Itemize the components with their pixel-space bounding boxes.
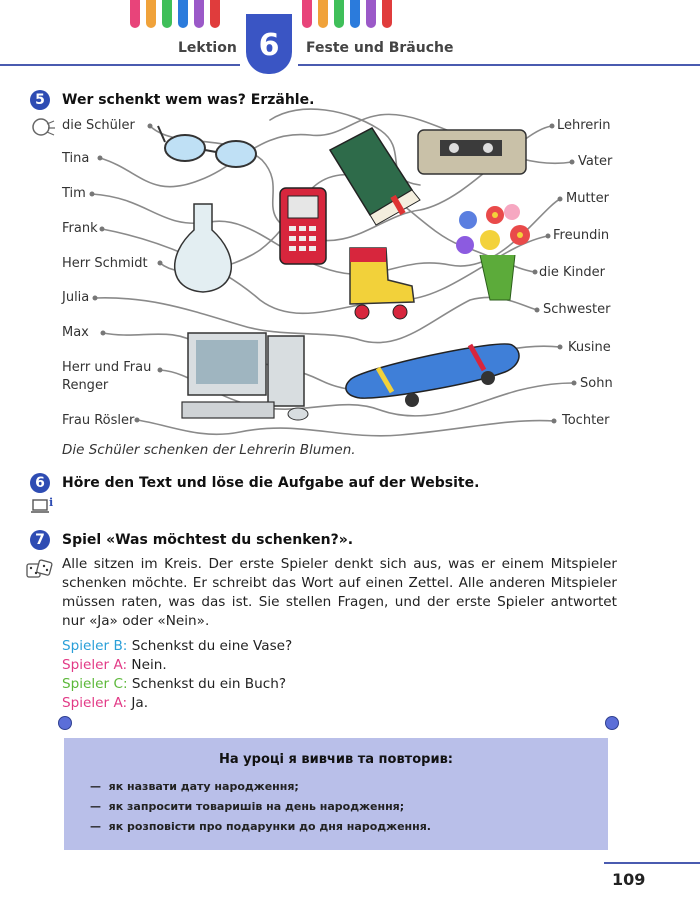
speaker: Spieler B: <box>62 638 128 654</box>
footer-line <box>604 862 700 864</box>
receiver-kusine: Kusine <box>568 340 611 355</box>
summary-item <box>90 820 431 833</box>
giver-max: Max <box>62 325 89 340</box>
exercise-5-number: 5 <box>30 90 50 110</box>
speaker: Spieler A: <box>62 695 128 711</box>
example-sentence: Die Schüler schenken der Lehrerin Blumen. <box>62 442 356 458</box>
roller-skate-icon <box>350 248 414 319</box>
exercise-7-number: 7 <box>30 530 50 550</box>
summary-item-text: як запросити товаришів на день народження; <box>108 800 405 813</box>
vase-icon <box>175 204 232 292</box>
summary-item <box>90 800 404 813</box>
receiver-die-kinder: die Kinder <box>539 265 605 280</box>
receiver-schwester: Schwester <box>543 302 611 317</box>
page-number: 109 <box>612 870 646 889</box>
exercise-6-title: Höre den Text und löse die Aufgabe auf der Website. <box>62 475 480 491</box>
topic-title: Feste und Bräuche <box>306 40 454 56</box>
receiver-sohn: Sohn <box>580 376 613 391</box>
bullet-dash: — <box>90 800 101 813</box>
bullet-dash: — <box>90 820 101 833</box>
lektion-number-badge: 6 <box>246 14 292 74</box>
giver-die-schueler: die Schüler <box>62 118 135 133</box>
dice-icon <box>24 558 54 588</box>
giver-herr-schmidt: Herr Schmidt <box>62 256 148 271</box>
glasses-icon <box>158 126 256 167</box>
speaker: Spieler A: <box>62 657 128 673</box>
summary-item-text: як розповісти про подарунки до дня народження. <box>108 820 431 833</box>
dialogue-line <box>62 676 286 692</box>
exercise-6-number: 6 <box>30 473 50 493</box>
laptop-info-icon <box>30 496 56 522</box>
utterance: Schenkst du eine Vase? <box>131 638 293 654</box>
mobile-phone-icon <box>280 188 326 264</box>
summary-item-text: як назвати дату народження; <box>108 780 299 793</box>
receiver-mutter: Mutter <box>566 191 609 206</box>
exercise-7-title: Spiel «Was möchtest du schenken?». <box>62 532 354 548</box>
giver-tim: Tim <box>62 186 86 201</box>
receiver-tochter: Tochter <box>562 413 610 428</box>
utterance: Schenkst du ein Buch? <box>131 676 287 692</box>
receiver-freundin: Freundin <box>553 228 610 243</box>
svg-text:i: i <box>49 496 54 509</box>
lektion-label: Lektion <box>178 40 237 56</box>
dialogue-line <box>62 638 292 654</box>
pin-icon <box>58 716 72 730</box>
speaker: Spieler C: <box>62 676 128 692</box>
utterance: Nein. <box>131 657 167 673</box>
summary-title: На уроці я вивчив та повторив: <box>218 752 453 767</box>
giver-frau-roesler: Frau Rösler <box>62 413 135 428</box>
receiver-lehrerin: Lehrerin <box>557 118 611 133</box>
exercise-5-title: Wer schenkt wem was? Erzähle. <box>62 92 315 108</box>
bullet-dash: — <box>90 780 101 793</box>
giver-frank: Frank <box>62 221 98 236</box>
giver-tina: Tina <box>62 151 90 166</box>
computer-icon <box>182 333 308 420</box>
summary-box <box>64 738 608 850</box>
receiver-vater: Vater <box>578 154 613 169</box>
giver-herr-und-frau: Herr und Frau <box>62 360 152 375</box>
flower-bouquet-icon <box>456 204 530 300</box>
pin-icon <box>605 716 619 730</box>
dialogue-line <box>62 695 148 711</box>
giver-renger: Renger <box>62 378 109 393</box>
giver-julia: Julia <box>62 290 90 305</box>
summary-item <box>90 780 299 793</box>
book-icon <box>330 128 420 225</box>
dialogue-line <box>62 657 167 673</box>
videotape-icon <box>418 130 526 174</box>
game-description: Alle sitzen im Kreis. Der erste Spieler denkt sich aus, was er einem Mitspieler schenken möchte. Er schreibt das Wort auf einen Zettel. Alle anderen Mitspieler müssen raten, was das ist. Sie stellen Fragen, und der erste Spieler antwortet nur «Ja» oder «Nein». <box>62 556 617 629</box>
utterance: Ja. <box>131 695 149 711</box>
